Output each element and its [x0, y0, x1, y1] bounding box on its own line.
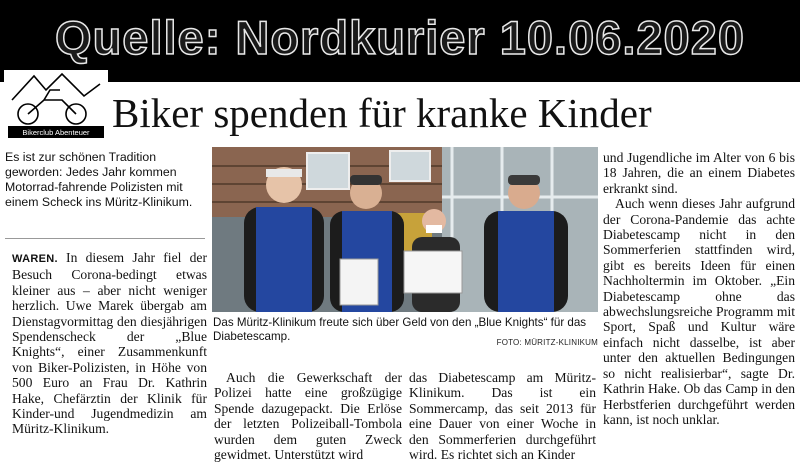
column-1-text: In diesem Jahr fiel der Besuch Corona-bedingt etwas kleiner aus – aber nicht weniger herzlich. Uwe Marek übergab am Dienstagvormittag den diesjährigen Spendenscheck der „Blue Knights“, einer Zusammenkunft von Biker-Polizisten, in Höhe von 500 Euro an Frau Dr. Kathrin Hake, Chefärztin der Klinik für Kinder-und Jugendmedizin am Müritz-Klinikum. — [12, 250, 207, 437]
article-column-2 — [214, 370, 402, 462]
article-dateline: WAREN. — [12, 253, 58, 265]
article-lead: Es ist zur schönen Tradition geworden: Jedes Jahr kommen Motorrad-fahrende Polizisten mit einem Scheck ins Müritz-Klinikum. — [5, 150, 193, 209]
article-column-1 — [12, 250, 207, 437]
article-photo — [212, 147, 598, 312]
column-2-text: Auch die Gewerkschaft der Polizei hatte eine großzügige Spende dazugepackt. Die Erlöse der letzten Polizeiball-Tombola wurden dem guten Zweck gewidmet. Unterstützt wird — [214, 370, 402, 463]
club-logo — [4, 70, 108, 142]
article-column-3 — [409, 370, 596, 462]
photo-credit: FOTO: MÜRITZ-KLINIKUM — [496, 338, 598, 347]
article-headline: Biker spenden für kranke Kinder — [112, 90, 652, 136]
column-4-paragraph-2: Auch wenn dieses Jahr aufgrund der Corona-Pandemie das achte Diabetescamp nicht in den Sommerferien stattfinden wird, gibt es bereits Ideen für einen Nachholtermin im Oktober. „Ein Diabetescamp ohne das abwechslungsreiche Programm mit Sport, Spaß und Kultur wäre einfach nicht dasselbe, ist aber unter den aktuellen Bedingungen so nicht realisierbar“, sagte Dr. Kathrin Hake. Ob das Camp in den Herbstferien durchgeführt werden kann, ist noch unklar. — [603, 196, 795, 427]
photo-caption: Das Müritz-Klinikum freute sich über Geld von den „Blue Knights“ für das Diabetescamp. — [213, 316, 587, 343]
logo-tagline: Bikerclub Abenteuer — [22, 128, 90, 137]
photo-illustration — [212, 147, 598, 312]
column-4-paragraph-1: und Jugendliche im Alter von 6 bis 18 Jahren, die an einem Diabetes erkrankt sind. — [603, 150, 795, 196]
source-title: Quelle: Nordkurier 10.06.2020 — [55, 11, 745, 64]
lead-divider — [5, 238, 205, 239]
source-banner — [0, 0, 800, 82]
article-column-4 — [603, 150, 795, 427]
column-3-text: das Diabetescamp am Müritz-Klinikum. Das ist ein Sommercamp, das seit 2013 für eine Dauer von einer Woche in den Sommerferien durchgeführt wird. Es richtet sich an Kinder — [409, 370, 596, 463]
